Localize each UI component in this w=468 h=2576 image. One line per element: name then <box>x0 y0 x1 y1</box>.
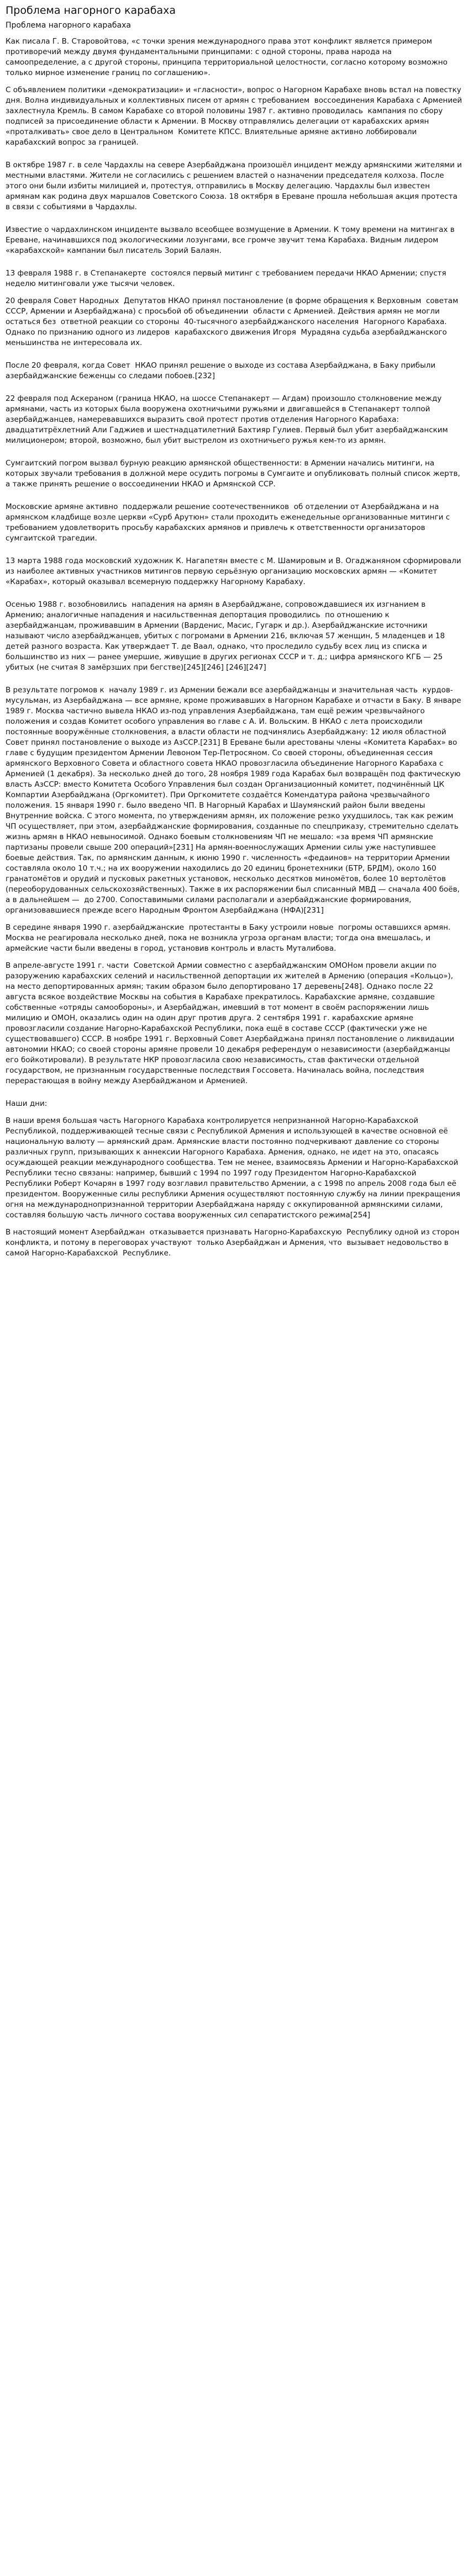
paragraph-moscow-armenians: Московские армяне активно поддержали решение соотечественников об отделении от Азербайджана и на армянском кладбище возле церкви «Сурб Арутюн» стали проходить еженедельные организованные митинги с требованием удовлетворить просьбу карабахских армянов и привлечь к ответственности организаторов сумгаитской трагедии. <box>6 502 453 543</box>
paragraph-intro: Как писала Г. В. Старовойтова, «с точки зрения международного права этот конфликт является примером противоречий между двумя фундаментальными принципами: с одной стороны, права народа на самоопределение, а с другой стороны, принципа территориальной целостности, согласно которому возможно только мирное изменение границ по соглашению». <box>6 37 450 77</box>
page-subtitle: Проблема нагорного карабаха <box>6 21 131 30</box>
paragraph-reaction: Известие о чардахлинском инциденте вызвало всеобщее возмущение в Армении. К тому времени на митингах в Ереване, начинавшихся под экологическими лозунгами, все громче звучит тема Карабаха. Видным лидером «карабахской» кампании был писатель Зорий Балаян. <box>6 225 457 255</box>
page-title: Проблема нагорного карабаха <box>6 4 176 17</box>
paragraph-heading-present: Наши дни: <box>6 1099 48 1108</box>
paragraph-1991: В апреле-августе 1991 г. части Советской Армии совместно с азербайджанским ОМОНом провели акции по разоружению карабахских селений и насильственной депортации их жителей в Армению (операция «Кольцо»), на место депортированных армян; таким образом было депортировано 17 деревень[248]. Однако после 22 августа всякое воздействие Москвы на события в Карабахе прекратилось. Карабахские армяне, создавшие собственные «отряды самообороны», и Азербайджан, имевший в тот момент в своём распоряжении лишь милицию и ОМОН, оказались один на один друг против друга. 2 сентября 1991 г. карабахские армяне провозгласили создание Нагорно-Карабахской Республики, пока ещё в составе СССР (фактически уже не существовавшего) СССР. В ноябре 1991 г. Верховный Совет Азербайджана принял постановление о ликвидации автономии НКАО; со своей стороны армяне провели 10 декабря референдум о независимости (азербайджанцы его бойкотировали). В результате НКР провозгласила свою независимость, став фактически отдельной государством, не признанным государственные последствия Госсовета. Начиналась война, последствия перерастающая в войну между Азербайджаном и Арменией. <box>6 961 457 1085</box>
paragraph-askeran: 22 февраля под Аскераном (граница НКАО, на шоссе Степанакерт — Агдам) произошло столкновение между армянами, часть из которых была вооружена охотничьими ружьями и двигавшейся в Степанакерт толпой азербайджанцев, намеревавшихся выразить свой протест против отделения Нагорного Карабаха: двадцатитрёхлетний Али Гаджиев и шестнадцатилетний Бахтияр Гулиев. Первый был убит азербайджанским милиционером; второй, возможно, был убит выстрелом из охотничьего ружья кем-то из армян. <box>6 394 451 445</box>
paragraph-glasnost: С объявлением политики «демократизации» и «гласности», вопрос о Нагорном Карабахе вновь встал на повестку дня. Волна индивидуальных и коллективных писем от армян с требованием воссоединения Карабаха с Арменией захлестнула Кремль. В самом Карабахе со второй половины 1987 г. активно проводилась кампания по сбору подписей за присоединение области к Армении. В Москву отправлялись делегации от карабахских армян «проталкивать» свое дело в Центральном Комитете КПСС. Влиятельные армяне активно лоббировали карабахский вопрос за границей. <box>6 86 465 147</box>
paragraph-feb-20: 20 февраля Совет Народных Депутатов НКАО принял постановление (в форме обращения к Верховным советам СССР, Армении и Азербайджана) с просьбой об объединении области с Арменией. Действия армян не могли остаться без ответной реакции со стороны 40-тысячного азербайджанского населения Нагорного Карабаха. Однако по признанию одного из лидеров карабахского движения Игоря Мурадяна судьба азербайджанского меньшинства не интересовала их. <box>6 296 461 347</box>
paragraph-karabakh-committee: 13 марта 1988 года московский художник К. Нагапетян вместе с М. Шамировым и В. Огаджаняном сформировали из наиболее активных участников митингов первую серьёзную организацию московских армян — «Комитет «Карабах», который оказывал всемерную поддержку Нагорному Карабаху. <box>6 556 464 586</box>
paragraph-january-1990: В середине января 1990 г. азербайджанские протестанты в Баку устроили новые погромы оставшихся армян. Москва не реагировала несколько дней, пока не возникла угроза органам власти; тогда она вмешалась, и армейские части были введены в город, установив контроль и власть Муталибова. <box>6 923 453 953</box>
paragraph-feb-13: 13 февраля 1988 г. в Степанакерте состоялся первый митинг с требованием передачи НКАО Армении; спустя неделю митинговали уже тысячи человек. <box>6 269 449 288</box>
article <box>0 0 468 1271</box>
paragraph-chardakhly: В октябре 1987 г. в селе Чардахлы на севере Азербайджана произошёл инцидент между армянскими жителями и местными властями. Жители не согласились с решением властей о назначении председателя колхоза. После этого они были избиты милицией и, протестуя, отправились в Москву делегацию. Чардахлы был известен армянам как родина двух маршалов Советского Союза. 18 октября в Ереване прошла небольшая акция протеста в связи с событиями в Чардахлы. <box>6 161 465 211</box>
paragraph-refugees: После 20 февраля, когда Совет НКАО принял решение о выходе из состава Азербайджана, в Баку прибыли азербайджанские беженцы со следами побоев.[232] <box>6 361 440 380</box>
paragraph-present: В наши время большая часть Нагорного Карабаха контролируется непризнанной Нагорно-Карабахской Республикой, поддерживающей тесные связи с Республикой Армения и использующей в качестве основной её национальную валюту — армянский драм. Армянские власти постоянно подчеркивают давление со стороны различных групп, призывающих к аннексии Нагорного Карабаха. Армения, однако, не идет на это, опасаясь осуждающей реакции международного сообщества. Тем не менее, взаимосвязь Армении и Нагорно-Карабахской Республики тесно связаны: например, бывший с 1994 по 1997 году Президентом Нагорно-Карабахской Республики Роберт Кочарян в 1997 году возглавил правительство Армении, а с 1998 по апрель 2008 года был её президентом. Вооруженные силы республики Армения осуществляют постоянную службу на линии прекращения огня на международнопризнанной территории Азербайджана наряду с оккупированной армянскими силами, составляя большую часть личного состава вооруженных сил сепаратистского режима[254] <box>6 1116 463 1220</box>
paragraph-autumn-1988: Осенью 1988 г. возобновились нападения на армян в Азербайджане, сопровождавшиеся их изгнанием в Армению; аналогичные нападения и насильственная депортация проводились по отношению к азербайджанцам, проживавшим в Армении (Варденис, Масис, Гугарк и др.). Азербайджанские источники называют число азербайджанцев, убитых с погромами в Армении 216, включая 57 женщин, 5 младенцев и 18 детей разного возраста. Как утверждает Т. де Ваал, однако, что проследило судьбу всех лиц из списка и большинство из них — ранее умершие, живущие в других регионах СССР и т. д.; цифра армянского КГБ — 25 убитых (не считая 8 замёрзших при бегстве)[245][246] [246][247] <box>6 600 448 672</box>
paragraph-1989: В результате погромов к началу 1989 г. из Армении бежали все азербайджанцы и значительная часть курдов-мусульман, из Азербайджана — все армяне, кроме проживавших в Нагорном Карабахе и отчасти в Баку. В январе 1989 г. Москва частично вывела НКАО из-под управления Азербайджана, там ещё режим чрезвычайного положения и создав Комитет особого управления во главе с А. И. Вольским. В НКАО с лета происходили постоянные вооружённые столкновения, а власти области не подчинялись Азербайджану: 12 июля областной Совет принял постановление о выходе из АзССР.[231] В Ереване были арестованы члены «Комитета Карабах» во главе с будущим президентом Армении Левоном Тер-Петросяном. Со своей стороны, объединенная сессия армянского Верховного Совета и областного совета НКАО провозгласила объединение Нагорного Карабаха с Арменией (1 декабря). За несколько дней до того, 28 ноября 1989 года Карабах был возвращён под фактическую власть АзССР: вместо Комитета Особого Управления был создан Организационный комитет, подчинённый ЦК Компартии Азербайджана (Оргкомитет). При Оргкомитете создаётся Комендатура района чрезвычайного положения. 15 января 1990 г. было введено ЧП. В Нагорный Карабах и Шаумянский район были введены Внутренние войска. С этого момента, по утверждениям армян, их положение резко ухудшилось, так как режим ЧП осуществляет, при этом, азербайджанские формирования, созданные по спецприказу, стремительно сделать жизнь армян в НКАО невыносимой. Однако боевым столкновениям ЧП не мешало: «за время ЧП армянские партизаны провели свыше 200 операций»[231] На армян-военнослужащих Армении силы уже наступившее боевые действия. Так, по армянским данным, к июню 1990 г. численность «федаинов» на территории Армении составляла около 10 т.ч.; на их вооружении находились до 20 единиц бронетехники (БТР, БРДМ), около 160 гранатомётов и орудий и пусковых ракетных установок, несколько десятков миномётов, более 10 вертолётов (переоборудованных сельскохозяйственных). Также в их распоряжении был списанный МВД — сначала 400 боёв, а в дальнейшем — до 2700. Сопоставимыми силами располагали и азербайджанские формирования, организовавшиеся прежде всего Народным Фронтом Азербайджана (НФА)[231] <box>6 686 464 915</box>
paragraph-sumgait: Сумгаитский погром вызвал бурную реакцию армянской общественности: в Армении начались митинги, на которых звучали требования в должной мере осудить погромы в Сумгаите и опубликовать полный список жертв, а также принять решение о воссоединении НКАО и Армянской ССР. <box>6 459 463 489</box>
paragraph-negotiations: В настоящий момент Азербайджан отказывается признавать Нагорно-Карабахскую Республику одной из сторон конфликта, и потому в переговорах участвуют только Азербайджан и Армения, что вызывает недовольство в самой Нагорно-Карабахской Республике. <box>6 1228 462 1258</box>
